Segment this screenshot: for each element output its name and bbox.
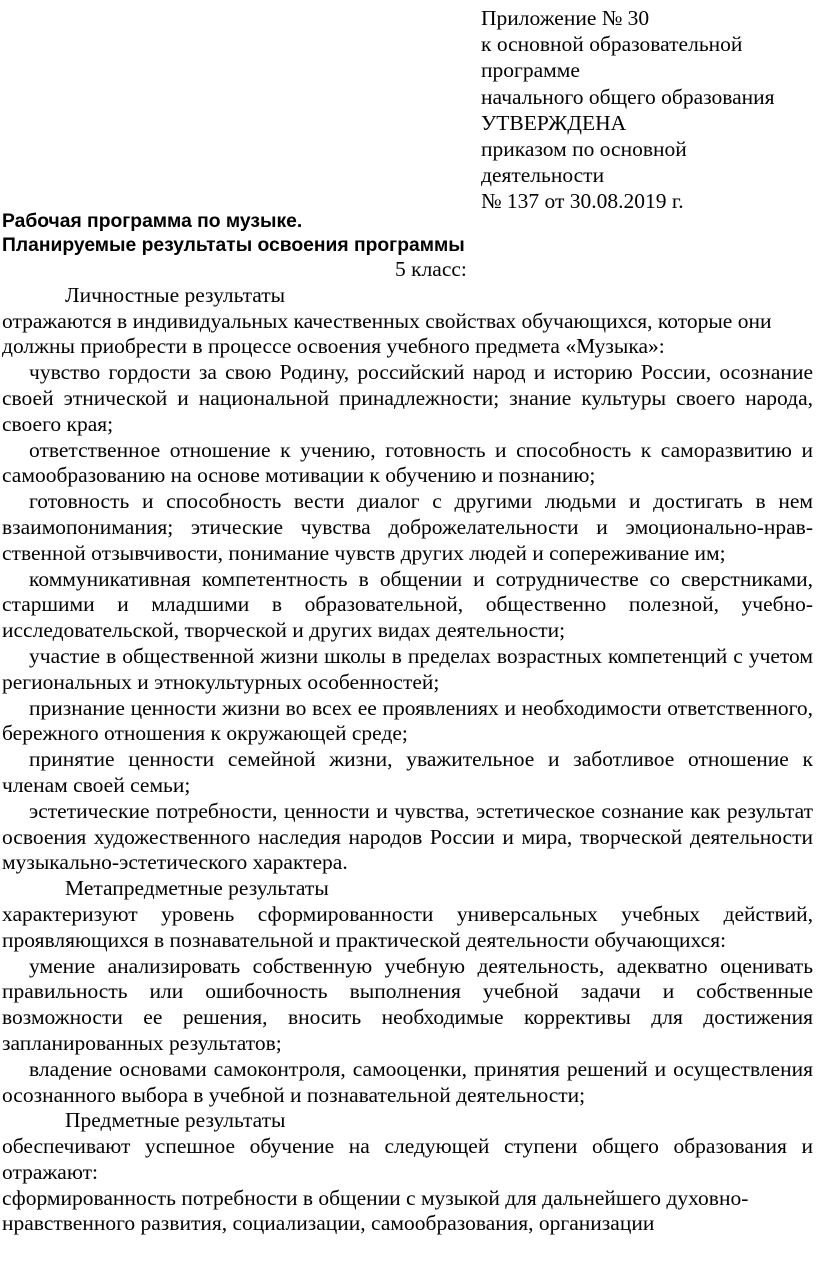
approval-line: Приложение № 30: [481, 6, 650, 30]
list-item: принятие ценности семейной жизни, уважительное и заботливое отношение к членам своей семьи;: [2, 747, 813, 797]
approval-line: приказом по основной: [481, 137, 687, 162]
list-item: чувство гордости за свою Родину, российский народ и историю России, осознание своей этнической и национальной принадлежности; знание культуры своего народа, своего края;: [2, 360, 813, 436]
subject-results-intro: обеспечивают успешное обучение на следующей ступени общего образования и отражают:: [2, 1134, 813, 1184]
approval-block: [481, 5, 811, 215]
document-body: [2, 208, 813, 1237]
approval-line: начального общего образования: [481, 84, 775, 109]
list-item: умение анализировать собственную учебную деятельность, адекватно оценивать правильность или ошибочность выполнения учебной задачи и собственные возможности ее решения, вносить необходимые коррективы для достижения запланированных результатов;: [2, 953, 813, 1055]
meta-results-heading: Метапредметные результаты: [65, 876, 329, 901]
list-item: эстетические потребности, ценности и чувства, эстетическое сознание как результат освоения художественного наследия народов России и мира, творческой деятельности музыкально-эстетического характера.: [2, 798, 813, 875]
subject-results-line: сформированность потребности в общении с музыкой для дальнейшего духовно-: [2, 1185, 749, 1210]
personal-results-heading: Личностные результаты: [65, 282, 286, 307]
section-title: Планируемые результаты освоения программы: [2, 235, 465, 256]
approval-line: программе: [481, 58, 580, 83]
list-item: готовность и способность вести диалог с другими людьми и достигать в нем взаимопонимания; этические чувства доброжелательности и эмоционально-нравственной отзывчивости, понимание чувств других людей и сопереживание им;: [2, 489, 813, 565]
subject-results-heading: Предметные результаты: [65, 1108, 286, 1133]
approval-line: УТВЕРЖДЕНА: [481, 110, 627, 135]
list-item: участие в общественной жизни школы в пределах возрастных компетенций с учетом региональных и этнокультурных особенностей;: [2, 643, 813, 694]
list-item: ответственное отношение к учению, готовность и способность к саморазвитию и самообразованию на основе мотивации к обучению и познанию;: [2, 437, 813, 488]
approval-line: деятельности: [481, 163, 605, 188]
class-label: 5 класс:: [395, 257, 467, 281]
list-item: владение основами самоконтроля, самооценки, принятия решений и осуществления осознанного выбора в учебной и познавательной деятельности;: [2, 1056, 813, 1107]
document-title: Рабочая программа по музыке.: [2, 211, 303, 232]
approval-line: № 137 от 30.08.2019 г.: [481, 189, 684, 214]
list-item: признание ценности жизни во всех ее проявлениях и необходимости ответственного, бережного отношения к окружающей среде;: [2, 695, 813, 746]
approval-line: к основной образовательной: [481, 32, 743, 57]
list-item: коммуникативная компетентность в общении и сотрудничестве со сверстниками, старшими и младшими в образовательной, общественно полезной, учебно-исследовательской, творческой и других видах деятельности;: [2, 566, 813, 643]
personal-results-intro: отражаются в индивидуальных качественных свойствах обучающихся, которые они должны приобрести в процессе освоения учебного предмета «Музыка»:: [2, 308, 772, 359]
subject-results-line: нравственного развития, социализации, самообразования, организации: [2, 1211, 655, 1236]
meta-results-intro: характеризуют уровень сформированности универсальных учебных действий, проявляющихся в познавательной и практической деятельности обучающихся:: [2, 901, 813, 952]
